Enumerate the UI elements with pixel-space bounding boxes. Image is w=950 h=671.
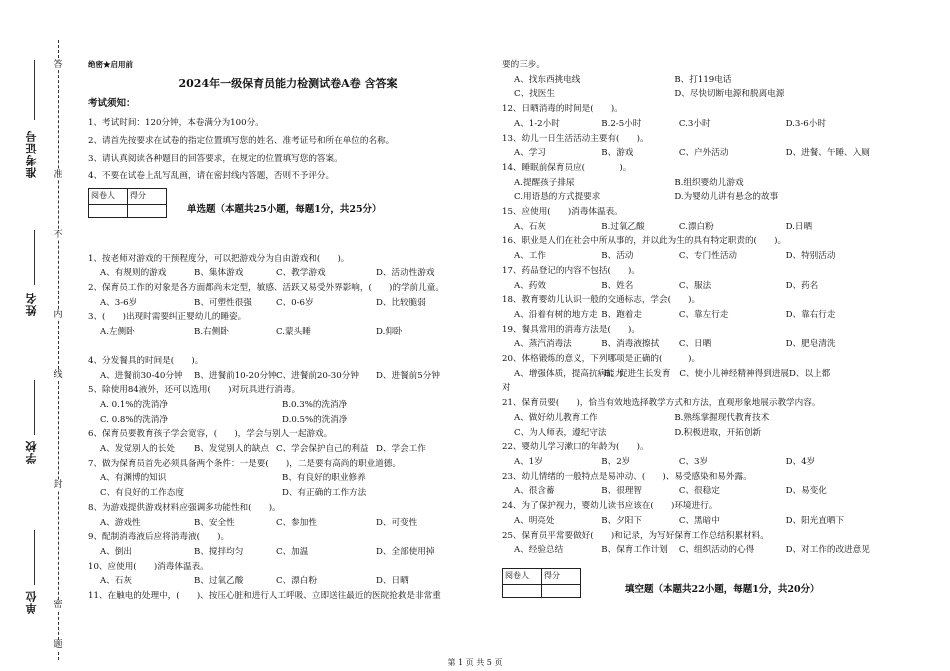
- option-row: [502, 514, 902, 529]
- option-row: [88, 574, 488, 589]
- answer-option[interactable]: A.提醒孩子排尿: [514, 177, 575, 188]
- right-question-list: [502, 58, 902, 558]
- seal-mark-da: 答: [53, 60, 63, 70]
- option-row: [502, 426, 902, 441]
- answer-option[interactable]: C、参加性: [276, 517, 317, 528]
- answer-option[interactable]: D、特别活动: [785, 251, 836, 262]
- answer-option[interactable]: A、3-6岁: [100, 297, 138, 308]
- answer-option[interactable]: C、找医生: [514, 89, 555, 100]
- question-text: 17、药品登记的内容不包括( )。: [502, 265, 640, 276]
- notice-item: 4、不要在试卷上乱写乱画，请在密封线内答题，否则不予评分。: [88, 171, 335, 182]
- option-row: [502, 484, 902, 499]
- answer-option[interactable]: A、倒出: [100, 546, 132, 557]
- answer-option[interactable]: A、工作: [514, 251, 546, 262]
- option-row: [88, 486, 488, 501]
- answer-option[interactable]: D、靠右行走: [785, 309, 836, 320]
- answer-option[interactable]: B、活动: [601, 251, 634, 262]
- answer-option[interactable]: C、漂白粉: [276, 576, 317, 587]
- notice-item: 3、请认真阅读各种题目的回答要求，在规定的位置填写您的答案。: [88, 153, 343, 164]
- answer-option[interactable]: D、对工作的改进意见: [785, 545, 870, 556]
- question-text: 22、婴幼儿学习漱口的年龄为( )。: [502, 442, 649, 453]
- score-box-grader: 阅卷人: [89, 188, 128, 204]
- option-row: [502, 455, 902, 470]
- seal-mark-nei: 内: [53, 310, 63, 320]
- left-question-list: [88, 252, 488, 604]
- answer-option[interactable]: A、学习: [514, 148, 546, 159]
- answer-option[interactable]: D、可变性: [376, 517, 418, 528]
- answer-option[interactable]: B.0.3%的洗消净: [282, 399, 348, 410]
- answer-option[interactable]: C、日晒: [678, 339, 712, 350]
- answer-option[interactable]: B、过氧乙酸: [194, 576, 244, 587]
- option-row: [88, 442, 488, 457]
- label-exam-number: 准考证号: [25, 130, 38, 178]
- seal-mark-bu: 不: [53, 230, 63, 240]
- answer-option[interactable]: C、进餐前20-30分钟: [276, 370, 359, 381]
- option-row: [88, 325, 488, 340]
- answer-option[interactable]: A、石灰: [514, 221, 546, 232]
- answer-option[interactable]: B、消毒液擦拭: [601, 339, 660, 350]
- option-row: [88, 471, 488, 486]
- question-text: 20、体格锻炼的意义，下列哪项是正确的( )。: [502, 354, 701, 365]
- answer-option[interactable]: C、服法: [678, 280, 712, 291]
- option-row: [502, 146, 902, 161]
- option-row: [502, 543, 902, 558]
- option-row: [88, 369, 488, 384]
- answer-option[interactable]: B、保育工作计划: [601, 545, 668, 556]
- question-text: 24、为了保护视力，婴幼儿读书应该在( )环境进行。: [502, 501, 718, 512]
- question-text: 2、保育员工作的对象是各方面都尚未定型，敏感、活跃又易受外界影响，( )的学前儿童。: [88, 283, 444, 294]
- answer-option[interactable]: B.右侧卧: [194, 327, 229, 338]
- answer-option[interactable]: A、做好幼儿教育工作: [514, 412, 598, 423]
- answer-option[interactable]: A.左侧卧: [100, 327, 135, 338]
- secret-mark: 绝密★启用前: [88, 60, 133, 69]
- answer-option[interactable]: D、药名: [785, 280, 819, 291]
- answer-option[interactable]: D、学会工作: [376, 444, 426, 455]
- answer-option[interactable]: C、3岁: [678, 456, 709, 467]
- option-row: [88, 516, 488, 531]
- answer-option[interactable]: B、发觉别人的缺点: [194, 444, 270, 455]
- answer-option[interactable]: C、使小儿神经精神得到进展: [679, 368, 790, 379]
- option-row: [502, 73, 902, 88]
- answer-option[interactable]: D、比较脆弱: [376, 297, 426, 308]
- option-row: [502, 367, 902, 382]
- answer-option[interactable]: C.漂白粉: [678, 221, 714, 232]
- score-box-score: 得分: [128, 188, 167, 204]
- score-box: [88, 188, 167, 218]
- answer-option[interactable]: C、户外活动: [678, 148, 729, 159]
- name-line: [34, 230, 35, 285]
- answer-option[interactable]: D、进餐前5分钟: [376, 370, 440, 381]
- answer-option[interactable]: C、很稳定: [678, 486, 720, 497]
- answer-option[interactable]: A、很含蓄: [514, 486, 555, 497]
- answer-option[interactable]: C. 0.8%的洗消净: [100, 414, 168, 425]
- answer-option[interactable]: B、姓名: [601, 280, 634, 291]
- answer-option[interactable]: A、有渊博的知识: [100, 473, 167, 484]
- question-text: 6、保育员要教育孩子学会宽容，( )，学会与别人一起游戏。: [88, 429, 333, 440]
- right-column: [502, 58, 902, 598]
- question-text: 21、保育员要( )，恰当有效地选择教学方式和方法，直观形象地展示教学内容。: [502, 398, 821, 409]
- answer-option[interactable]: A、进餐前30-40分钟: [100, 370, 183, 381]
- answer-option[interactable]: B、有良好的职业修养: [282, 473, 366, 484]
- seal-mark-feng: 封: [53, 480, 63, 490]
- answer-option[interactable]: A、沿着有树的地方走: [514, 309, 598, 320]
- notice-item: 1、考试时间：120分钟，本卷满分为100分。: [88, 118, 264, 129]
- section2-title: 填空题（本题共22小题，每题1分，共20分）: [625, 583, 820, 595]
- page-title: 2024年一级保育员能力检测试卷A卷 含答案: [178, 76, 398, 90]
- answer-option[interactable]: D、进餐、午睡、入厕: [785, 148, 870, 159]
- score-box-grader: 阅卷人: [503, 568, 542, 584]
- answer-option[interactable]: B、进餐前10-20分钟: [194, 370, 277, 381]
- answer-option[interactable]: B、可塑性很强: [194, 297, 252, 308]
- answer-option[interactable]: C.用语恳的方式提要求: [514, 192, 601, 203]
- option-row: [502, 190, 902, 205]
- question-text: 11、在触电的处理中，( )、按压心脏和进行人工呼吸、立即送往最近的医院抢救是非常重: [88, 591, 441, 602]
- answer-option[interactable]: B.过氧乙酸: [601, 221, 645, 232]
- section1-header: [88, 188, 488, 218]
- label-unit: 单位: [25, 590, 38, 614]
- notice-item: 2、请首先按要求在试卷的指定位置填写您的姓名、准考证号和所在单位的名称。: [88, 135, 395, 146]
- answer-option[interactable]: D、肥皂清洗: [785, 339, 836, 350]
- answer-option[interactable]: A、有规则的游戏: [100, 268, 167, 279]
- notice-heading: 考试须知：: [88, 98, 136, 110]
- option-row: [502, 308, 902, 323]
- answer-option[interactable]: A、找东西挑电线: [514, 74, 581, 85]
- option-row: [502, 87, 902, 102]
- score-box-cell[interactable]: [503, 584, 542, 597]
- option-row: [502, 279, 902, 294]
- left-column: [88, 58, 488, 604]
- answer-option[interactable]: B、夕阳下: [601, 515, 642, 526]
- answer-option[interactable]: D、活动性游戏: [376, 268, 435, 279]
- answer-option[interactable]: C、黑暗中: [678, 515, 720, 526]
- option-row: [502, 411, 902, 426]
- unit-line: [34, 530, 35, 585]
- question-text: 18、教育婴幼儿认识一般的交通标志，学会( )。: [502, 295, 701, 306]
- answer-option[interactable]: B.组织婴幼儿游戏: [674, 177, 744, 188]
- answer-option[interactable]: B.熟练掌握现代教育技术: [674, 412, 770, 423]
- seal-mark-xian: 线: [53, 370, 63, 380]
- label-name: 姓名: [25, 292, 38, 316]
- answer-option[interactable]: B、2岁: [601, 456, 631, 467]
- answer-option[interactable]: A、游戏性: [100, 517, 141, 528]
- section2-header: [502, 568, 902, 598]
- section1-title: 单选题（本题共25小题，每题1分，共25分）: [187, 203, 382, 215]
- answer-option[interactable]: C.3小时: [678, 118, 711, 129]
- answer-option[interactable]: A、经验总结: [514, 545, 564, 556]
- answer-option[interactable]: D.日晒: [785, 221, 813, 232]
- answer-option[interactable]: B、安全性: [194, 517, 235, 528]
- score-box-score: 得分: [542, 568, 581, 584]
- answer-option[interactable]: C、学会保护自己的利益: [276, 444, 369, 455]
- answer-option[interactable]: C、专门性活动: [678, 251, 738, 262]
- answer-option[interactable]: A、石灰: [100, 576, 132, 587]
- answer-option[interactable]: A、增强体质，提高抗病能力: [514, 368, 624, 379]
- answer-option[interactable]: B、很理智: [601, 486, 642, 497]
- answer-option[interactable]: C、加温: [276, 546, 309, 557]
- answer-option[interactable]: B、游戏: [601, 148, 634, 159]
- answer-option[interactable]: A、明亮处: [514, 515, 555, 526]
- question-text: 1、按老师对游戏的干预程度分，可以把游戏分为自由游戏和( )。: [88, 253, 350, 264]
- option-row: [502, 249, 902, 264]
- question-text: 25、保育员平常要做好( )和记录，为写好保育工作总结积累材料。: [502, 530, 769, 541]
- question-text: 7、做为保育员首先必须具备两个条件：一是要( )，二是要有高尚的职业道德。: [88, 458, 401, 469]
- answer-option[interactable]: B、集体游戏: [194, 268, 244, 279]
- question-text: 4、分发餐具的时间是( )。: [88, 355, 204, 366]
- answer-option[interactable]: B、打119电话: [674, 74, 732, 85]
- option-row: [502, 337, 902, 352]
- answer-option[interactable]: C、教学游戏: [276, 268, 326, 279]
- option-row: [88, 296, 488, 311]
- answer-option[interactable]: C、有良好的工作态度: [100, 488, 184, 499]
- question-text: 16、职业是人们在社会中所从事的，并以此为生的具有特定职责的( )。: [502, 236, 787, 247]
- answer-option[interactable]: A、1岁: [514, 456, 543, 467]
- answer-option[interactable]: D.仰卧: [376, 327, 403, 338]
- question-text: 19、餐具常用的消毒方法是( )。: [502, 324, 640, 335]
- option-row: [88, 413, 488, 428]
- seal-mark-zhun: 准: [53, 170, 63, 180]
- answer-option[interactable]: D、全部使用掉: [376, 546, 435, 557]
- question-text: 5、除使用84液外，还可以选用( )对玩具进行消毒。: [88, 385, 301, 396]
- binding-strip: [20, 40, 63, 660]
- answer-option[interactable]: D、4岁: [785, 456, 816, 467]
- answer-option[interactable]: D、尽快切断电源和脱离电源: [674, 89, 785, 100]
- question-text: 9、配制消毒液后应将消毒液( )。: [88, 532, 230, 543]
- answer-option[interactable]: A、1-2小时: [514, 118, 560, 129]
- score-box-cell[interactable]: [542, 584, 581, 597]
- answer-option[interactable]: C、组织活动的心得: [678, 545, 755, 556]
- score-box-cell[interactable]: [89, 204, 128, 217]
- option-row: [88, 398, 488, 413]
- answer-option[interactable]: D、易变化: [785, 486, 827, 497]
- exam-number-line: [34, 60, 35, 120]
- answer-option[interactable]: C、为人师表，遵纪守法: [514, 427, 607, 438]
- answer-option[interactable]: D、有正确的工作方法: [282, 488, 367, 499]
- answer-option[interactable]: D.0.5%的洗消净: [282, 414, 348, 425]
- answer-option[interactable]: C、0-6岁: [276, 297, 314, 308]
- seal-line: [58, 40, 59, 660]
- question-text: 23、幼儿情绪的一般特点是易冲动、( )、易受感染和易外露。: [502, 471, 752, 482]
- answer-option[interactable]: D、以上都: [789, 368, 831, 379]
- label-school: 学校: [25, 440, 38, 464]
- question-text: 对: [502, 383, 511, 394]
- answer-option[interactable]: D.为婴幼儿讲有悬念的故事: [674, 192, 779, 203]
- answer-option[interactable]: B.2-5小时: [601, 118, 642, 129]
- seal-mark-mi: 密: [53, 600, 63, 610]
- question-text: 10、应使用( )消毒体温表。: [88, 561, 209, 572]
- answer-option[interactable]: B、促进生长发育: [604, 368, 671, 379]
- question-text: 14、睡眠前保育员应( )。: [502, 162, 632, 173]
- option-row: [502, 220, 902, 235]
- answer-option[interactable]: A、发觉别人的长处: [100, 444, 175, 455]
- answer-option[interactable]: A、蒸汽消毒法: [514, 339, 572, 350]
- answer-option[interactable]: B、跑着走: [601, 309, 642, 320]
- score-box-cell[interactable]: [128, 204, 167, 217]
- answer-option[interactable]: D.3-6小时: [785, 118, 826, 129]
- answer-option[interactable]: D.积极进取，开拓创新: [674, 427, 762, 438]
- answer-option[interactable]: A. 0.1%的洗消净: [100, 399, 168, 410]
- page-footer: 第 1 页 共 5 页: [447, 658, 503, 667]
- answer-option[interactable]: B、搅拌均匀: [194, 546, 244, 557]
- question-text: 13、幼儿一日生活活动主要有( )。: [502, 133, 649, 144]
- answer-option[interactable]: C.蒙头睡: [276, 327, 311, 338]
- answer-option[interactable]: D、阳光直晒下: [785, 515, 845, 526]
- question-text: 15、应使用( )消毒体温表。: [502, 207, 623, 218]
- question-text: 8、为游戏提供游戏材料应强调多功能性和( )。: [88, 502, 281, 513]
- option-row: [88, 545, 488, 560]
- score-box: [502, 568, 581, 598]
- option-row: [502, 117, 902, 132]
- option-row: [502, 176, 902, 191]
- seal-mark-ti: 题: [53, 640, 63, 650]
- question-text: 3、( )出现时需要纠正婴幼儿的睡姿。: [88, 312, 247, 323]
- school-line: [34, 380, 35, 435]
- answer-option[interactable]: D、日晒: [376, 576, 409, 587]
- answer-option[interactable]: A、药效: [514, 280, 546, 291]
- option-row: [88, 266, 488, 281]
- answer-option[interactable]: C、靠左行走: [678, 309, 729, 320]
- question-text: 要的三步。: [502, 60, 545, 70]
- question-text: 12、日晒消毒的时间是( )。: [502, 104, 623, 115]
